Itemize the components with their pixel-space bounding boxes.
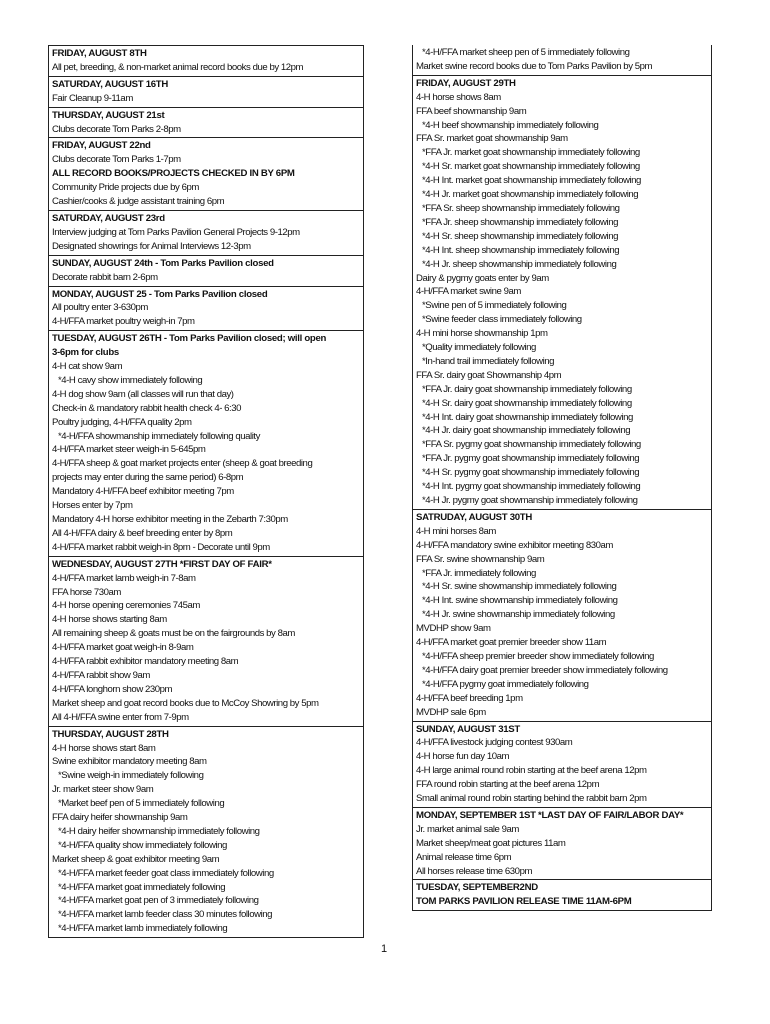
day-heading: FRIDAY, AUGUST 22nd [52,140,151,152]
schedule-item: Interview judging at Tom Parks Pavilion General Projects 9-12pm [52,226,300,238]
schedule-item: Jr. market animal sale 9am [416,823,519,835]
day-heading: FRIDAY, AUGUST 29TH [416,77,516,89]
day-heading: FRIDAY, AUGUST 8TH [52,48,147,59]
schedule-item: *FFA Sr. pygmy goat showmanship immediately following [422,439,641,451]
schedule-item: Jr. market steer show 9am [52,784,154,796]
day-block [413,879,711,910]
schedule-item: projects may enter during the same period) 6-8pm [52,472,244,484]
schedule-item: FFA Sr. market goat showmanship 9am [416,133,568,145]
schedule-item: *4-H Int. dairy goat showmanship immediately following [422,411,633,423]
schedule-item: *Market beef pen of 5 immediately following [58,798,225,810]
schedule-item: *Quality immediately following [422,342,536,354]
schedule-item: *4-H Sr. swine showmanship immediately following [422,581,617,593]
schedule-item: 4-H/FFA mandatory swine exhibitor meeting 830am [416,539,613,551]
schedule-item: All pet, breeding, & non-market animal record books due by 12pm [52,61,304,73]
schedule-item: FFA dairy heifer showmanship 9am [52,812,188,824]
schedule-item: *4-H cavy show immediately following [58,374,203,386]
schedule-item: Dairy & pygmy goats enter by 9am [416,272,549,284]
schedule-item: All horses release time 630pm [416,865,532,877]
day-heading: THURSDAY, AUGUST 21st [52,109,165,121]
schedule-item: *4-H Sr. market goat showmanship immediately following [422,161,640,173]
schedule-item: FFA horse 730am [52,586,121,598]
day-block [49,255,363,286]
schedule-item: *4-H dairy heifer showmanship immediately following [58,825,260,837]
schedule-item: All 4-H/FFA dairy & beef breeding enter by 8pm [52,527,233,539]
schedule-item: 4-H mini horses 8am [416,525,496,537]
schedule-item: *4-H/FFA market sheep pen of 5 immediately following [422,47,630,58]
schedule-item: Mandatory 4-H horse exhibitor meeting in the Zebarth 7:30pm [52,514,288,525]
schedule-item: *4-H Jr. pygmy goat showmanship immediately following [422,495,638,506]
schedule-item: *Swine weigh-in immediately following [58,770,204,782]
schedule-item: 4-H/FFA livestock judging contest 930am [416,737,573,749]
schedule-item: 4-H/FFA market goat premier breeder show 11am [416,637,607,649]
day-heading: SUNDAY, AUGUST 31ST [416,723,520,735]
day-block [49,76,363,107]
schedule-item: FFA beef showmanship 9am [416,105,527,117]
schedule-item: *In-hand trail immediately following [422,355,555,367]
schedule-item: FFA round robin starting at the beef arena 12pm [416,779,600,791]
schedule-item: Check-in & mandatory rabbit health check 4- 6:30 [52,402,242,414]
schedule-item: *4-H/FFA sheep premier breeder show immediately following [422,650,654,662]
schedule-item: *4-H/FFA market lamb feeder class 30 minutes following [58,909,273,921]
schedule-item: *4-H/FFA quality show immediately following [58,839,227,851]
schedule-item: 4-H/FFA beef breeding 1pm [416,692,523,704]
day-block [413,721,711,807]
schedule-item: 4-H dog show 9am (all classes will run that day) [52,388,234,400]
schedule-item: *4-H Int. pygmy goat showmanship immediately following [422,481,641,493]
day-heading: TOM PARKS PAVILION RELEASE TIME 11AM-6PM [416,896,632,908]
day-heading: SUNDAY, AUGUST 24th - Tom Parks Pavilion closed [52,257,274,269]
schedule-item: *Swine feeder class immediately following [422,314,582,326]
schedule-item: *4-H Jr. swine showmanship immediately following [422,609,615,621]
schedule-item: Fair Cleanup 9-11am [52,92,133,104]
day-heading: SATURDAY, AUGUST 16TH [52,78,168,90]
schedule-item: All 4-H/FFA swine enter from 7-9pm [52,711,189,723]
schedule-item: MVDHP show 9am [416,623,491,635]
day-block [413,509,711,721]
schedule-item: 4-H/FFA market lamb weigh-in 7-8am [52,572,196,584]
schedule-item: Market sheep & goat exhibitor meeting 9am [52,853,220,865]
schedule-item: 4-H horse opening ceremonies 745am [52,600,200,612]
schedule-item: *4-H/FFA dairy goat premier breeder show immediately following [422,664,668,676]
schedule-item: *4-H Sr. pygmy goat showmanship immediately following [422,467,640,479]
schedule-item: Market sheep and goat record books due to McCoy Showring by 5pm [52,697,319,709]
schedule-item: *4-H Jr. market goat showmanship immediately following [422,189,639,201]
schedule-item: 4-H/FFA market swine 9am [416,286,521,298]
schedule-item: 4-H/FFA sheep & goat market projects enter (sheep & goat breeding [52,458,313,470]
schedule-item: *Swine pen of 5 immediately following [422,300,567,312]
day-heading: SATURDAY, AUGUST 23rd [52,212,165,224]
day-block [49,556,363,726]
schedule-item: *FFA Jr. market goat showmanship immediately following [422,147,640,159]
schedule-item: 4-H/FFA market goat weigh-in 8-9am [52,642,194,654]
schedule-item: Poultry judging, 4-H/FFA quality 2pm [52,416,192,428]
schedule-item: *4-H/FFA market feeder goat class immediately following [58,867,274,879]
schedule-item: *4-H Sr. sheep showmanship immediately following [422,230,618,242]
day-heading: ALL RECORD BOOKS/PROJECTS CHECKED IN BY 6PM [52,168,295,180]
schedule-item: 4-H large animal round robin starting at the beef arena 12pm [416,765,647,777]
schedule-item: Small animal round robin starting behind the rabbit barn 2pm [416,793,647,805]
schedule-item: Clubs decorate Tom Parks 2-8pm [52,123,181,135]
schedule-item: FFA Sr. swine showmanship 9am [416,553,545,565]
day-block [49,210,363,255]
schedule-item: *4-H/FFA market goat pen of 3 immediately following [58,895,259,907]
schedule-item: Market swine record books due to Tom Parks Pavilion by 5pm [416,60,653,72]
day-block [413,807,711,880]
schedule-item: 4-H horse fun day 10am [416,751,510,763]
schedule-item: All poultry enter 3-630pm [52,302,148,314]
schedule-item: 4-H horse shows starting 8am [52,614,167,626]
schedule-item: *4-H Int. swine showmanship immediately following [422,595,618,607]
schedule-item: Horses enter by 7pm [52,500,133,512]
schedule-item: *FFA Sr. sheep showmanship immediately following [422,202,620,214]
schedule-item: *FFA Jr. pygmy goat showmanship immediately following [422,453,640,465]
day-heading: TUESDAY, AUGUST 26TH - Tom Parks Pavilion closed; will open [52,333,327,345]
schedule-item: *4-H Int. sheep showmanship immediately following [422,244,620,256]
day-block [49,286,363,331]
schedule-item: Community Pride projects due by 6pm [52,182,199,194]
day-heading: SATRUDAY, AUGUST 30TH [416,511,532,523]
schedule-item: Market sheep/meat goat pictures 11am [416,837,566,849]
schedule-item: *4-H/FFA market lamb immediately following [58,923,228,935]
schedule-item: Designated showrings for Animal Interviews 12-3pm [52,240,251,252]
day-heading: MONDAY, SEPTEMBER 1ST *LAST DAY OF FAIR/LABOR DAY* [416,809,684,821]
day-heading: THURSDAY, AUGUST 28TH [52,728,169,740]
day-block [49,330,363,556]
day-block [49,137,363,210]
schedule-item: MVDHP sale 6pm [416,706,486,718]
day-block [49,726,363,938]
schedule-item: *4-H Sr. dairy goat showmanship immediately following [422,397,632,409]
schedule-item: 4-H horse shows 8am [416,91,501,103]
day-block [49,45,363,76]
schedule-item: 4-H/FFA market poultry weigh-in 7pm [52,316,195,328]
schedule-item: *4-H/FFA pygmy goat immediately following [422,678,589,690]
schedule-item: 4-H/FFA market rabbit weigh-in 8pm - Decorate until 9pm [52,541,270,553]
schedule-column-left [48,45,364,938]
day-block [413,45,711,75]
schedule-item: *4-H/FFA showmanship immediately following quality [58,430,260,442]
schedule-item: 4-H cat show 9am [52,361,123,373]
day-block [49,107,363,138]
schedule-item: All remaining sheep & goats must be on the fairgrounds by 8am [52,628,295,640]
schedule-item: FFA Sr. dairy goat Showmanship 4pm [416,369,562,381]
schedule-item: 4-H/FFA rabbit show 9am [52,669,150,681]
schedule-item: 4-H/FFA longhorn show 230pm [52,683,173,695]
day-heading: 3-6pm for clubs [52,347,119,359]
schedule-item: Animal release time 6pm [416,851,512,863]
schedule-item: Mandatory 4-H/FFA beef exhibitor meeting 7pm [52,486,234,498]
schedule-item: *4-H beef showmanship immediately following [422,119,599,131]
schedule-item: *4-H Int. market goat showmanship immediately following [422,175,641,187]
schedule-item: Clubs decorate Tom Parks 1-7pm [52,154,181,166]
schedule-item: Swine exhibitor mandatory meeting 8am [52,756,207,768]
schedule-column-right [412,45,712,911]
schedule-item: *FFA Jr. sheep showmanship immediately following [422,216,618,228]
schedule-item: Decorate rabbit barn 2-6pm [52,271,158,283]
schedule-item: 4-H/FFA rabbit exhibitor mandatory meeting 8am [52,656,239,668]
day-heading: TUESDAY, SEPTEMBER2ND [416,882,538,894]
schedule-item: *4-H Jr. sheep showmanship immediately following [422,258,617,270]
schedule-item: *4-H/FFA market goat immediately following [58,881,226,893]
page-number: 1 [380,943,388,955]
schedule-item: 4-H mini horse showmanship 1pm [416,328,548,340]
schedule-item: *FFA Jr. dairy goat showmanship immediately following [422,383,632,395]
day-heading: WEDNESDAY, AUGUST 27TH *FIRST DAY OF FAIR* [52,558,272,570]
schedule-item: 4-H horse shows start 8am [52,742,156,754]
schedule-item: *FFA Jr. immediately following [422,567,536,579]
schedule-item: Cashier/cooks & judge assistant training 6pm [52,196,225,208]
schedule-item: *4-H Jr. dairy goat showmanship immediately following [422,425,631,437]
schedule-item: 4-H/FFA market steer weigh-in 5-645pm [52,444,206,456]
day-block [413,75,711,509]
day-heading: MONDAY, AUGUST 25 - Tom Parks Pavilion closed [52,288,268,300]
